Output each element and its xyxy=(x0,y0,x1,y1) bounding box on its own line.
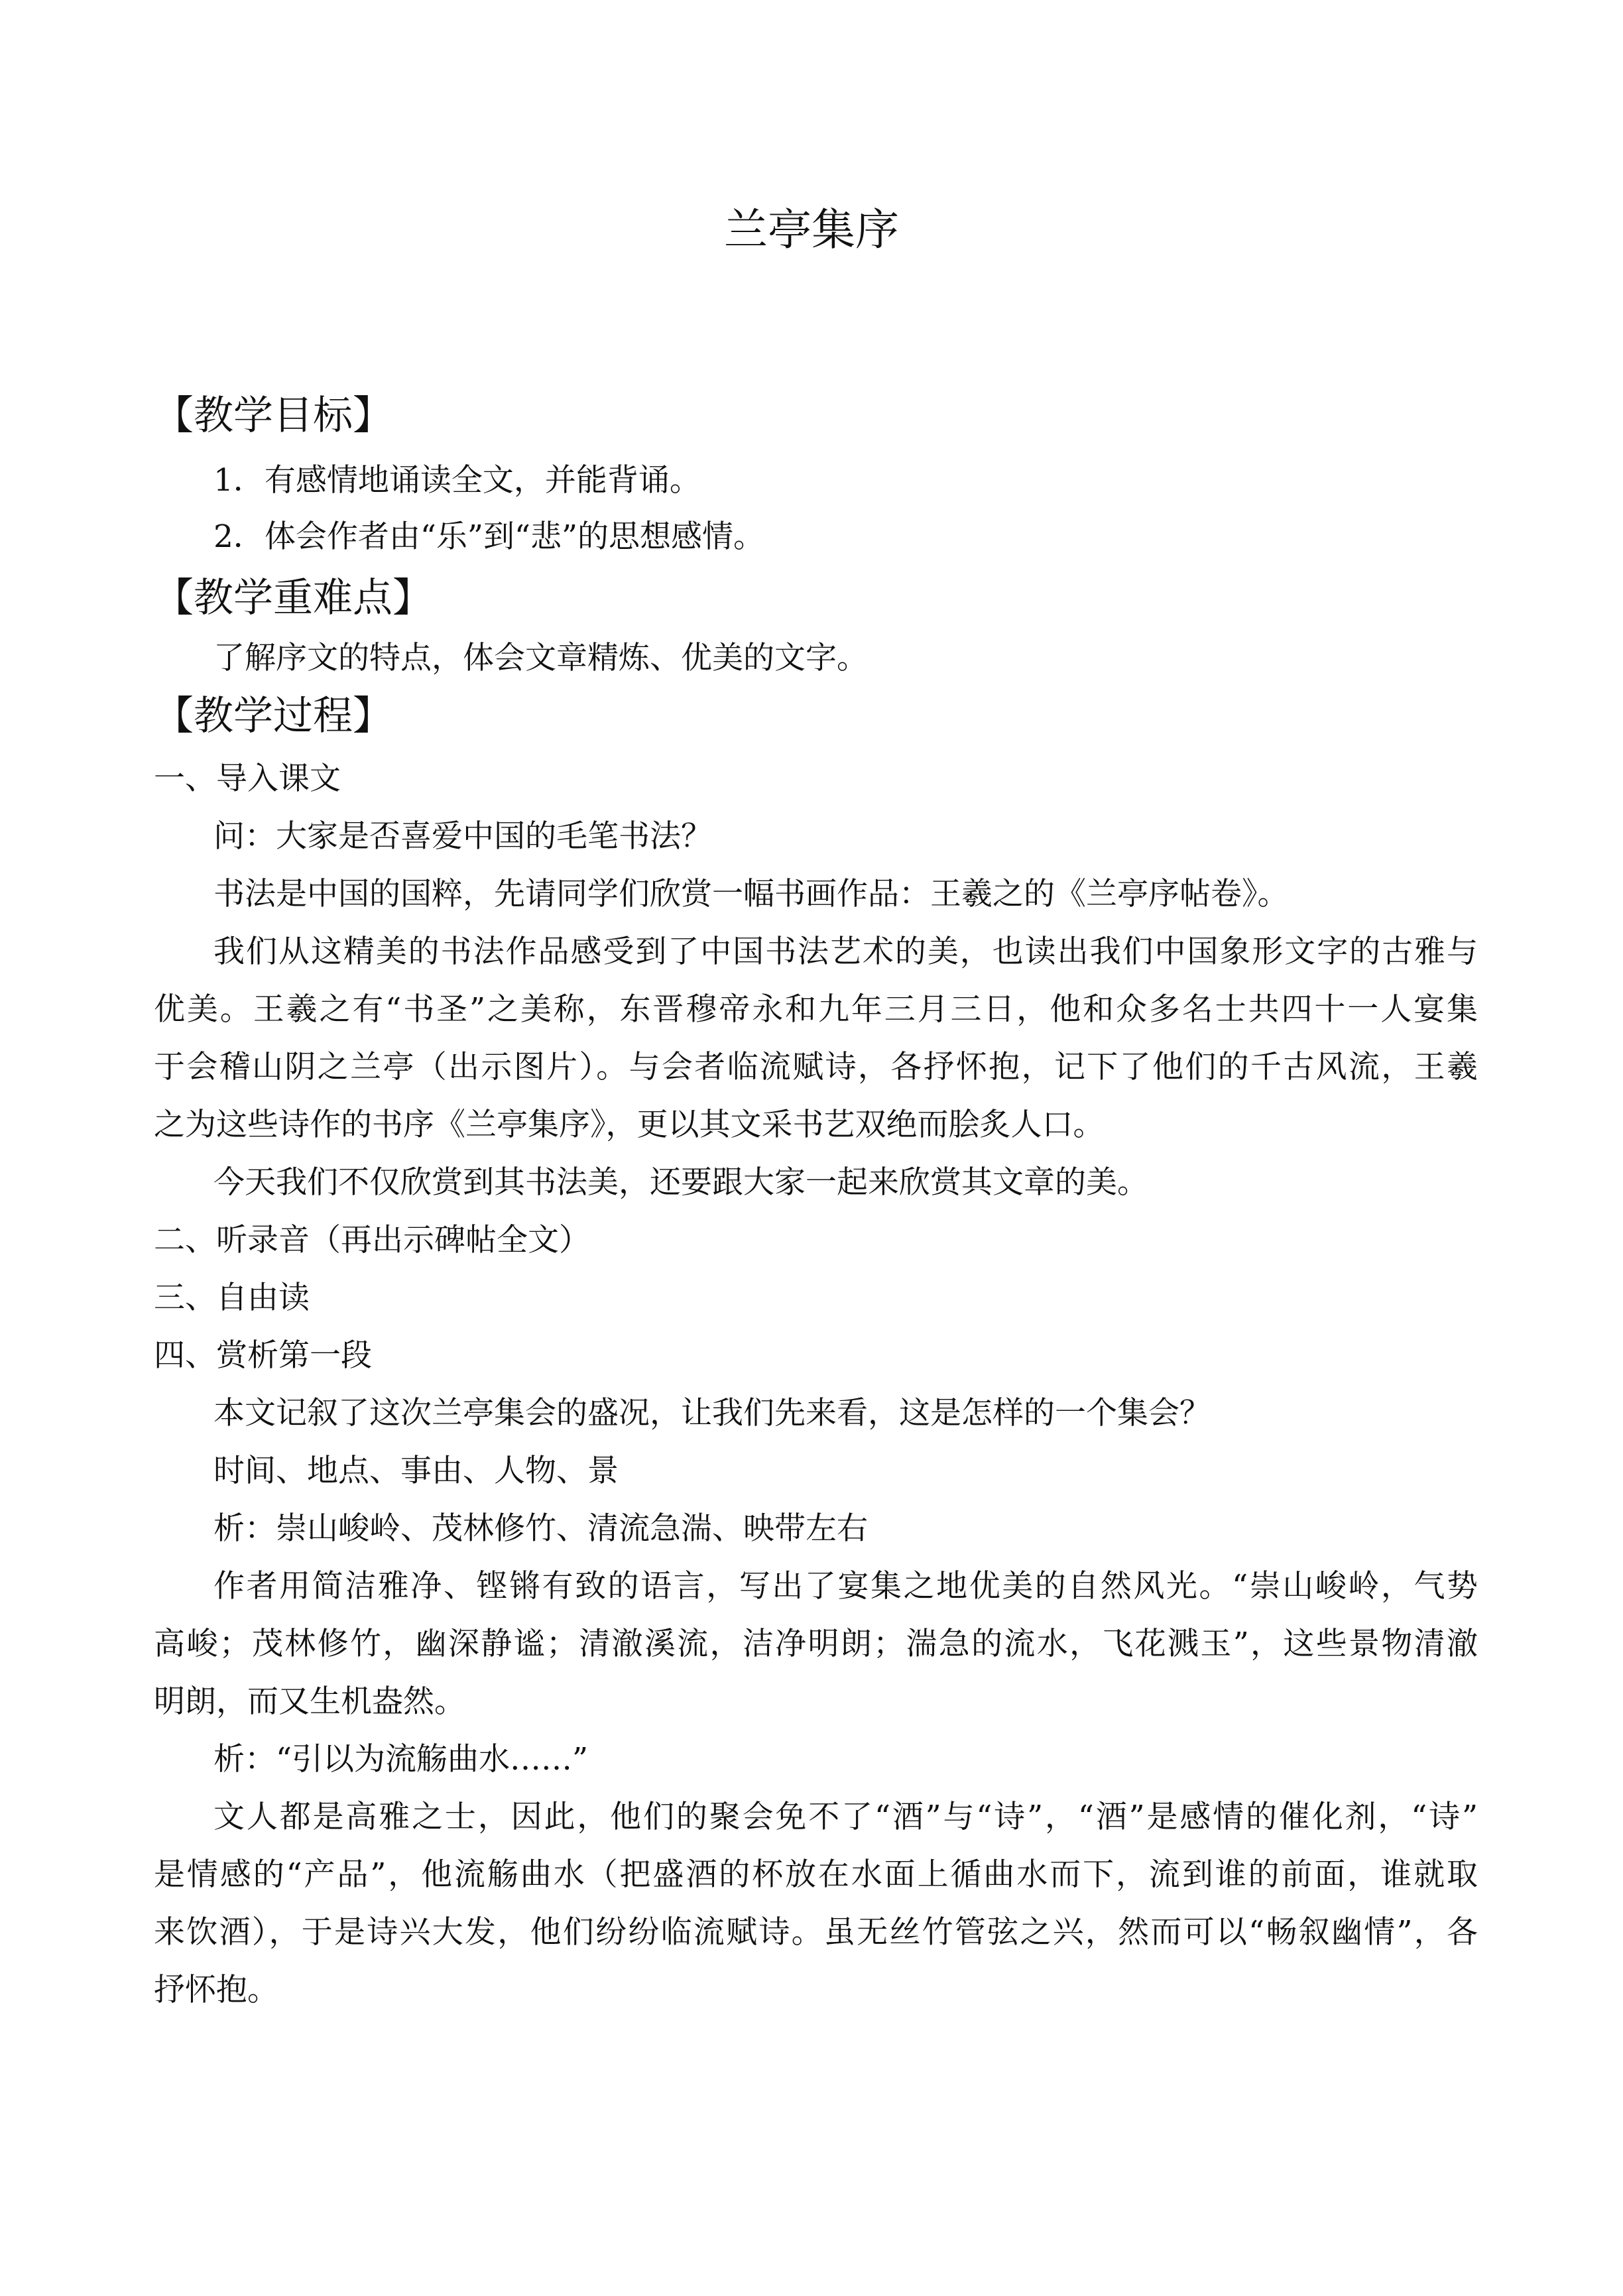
paragraph-line: 于会稽山阴之兰亭（出示图片）。与会者临流赋诗，各抒怀抱，记下了他们的千古风流，王羲 xyxy=(154,1049,1478,1085)
paragraph-line: 优美。王羲之有“书圣”之美称，东晋穆帝永和九年三月三日，他和众多名士共四十一人宴集 xyxy=(154,991,1478,1028)
paragraph-line: 高峻；茂林修竹，幽深静谧；清澈溪流，洁净明朗；湍急的流水，飞花溅玉”，这些景物清澈 xyxy=(154,1626,1478,1662)
paragraph-line: 本文记叙了这次兰亭集会的盛况，让我们先来看，这是怎样的一个集会？ xyxy=(213,1395,1211,1431)
key-points-text: 了解序文的特点，体会文章精炼、优美的文字。 xyxy=(213,640,868,676)
section-heading-process: 【教学过程】 xyxy=(154,693,392,739)
paragraph-line: 来饮酒），于是诗兴大发，他们纷纷临流赋诗。虽无丝竹管弦之兴，然而可以“畅叙幽情”，各 xyxy=(154,1914,1478,1951)
document-title: 兰亭集序 xyxy=(724,204,899,255)
paragraph-line: 我们从这精美的书法作品感受到了中国书法艺术的美，也读出我们中国象形文字的古雅与 xyxy=(213,934,1478,970)
paragraph-line: 时间、地点、事由、人物、景 xyxy=(213,1453,619,1489)
objective-item-1: 1．有感情地诵读全文，并能背诵。 xyxy=(213,462,701,499)
process-step-1-heading: 一、导入课文 xyxy=(154,760,341,797)
paragraph-line: 析：“引以为流觞曲水……” xyxy=(213,1741,589,1778)
paragraph-line: 作者用简洁雅净、铿锵有致的语言，写出了宴集之地优美的自然风光。“崇山峻岭，气势 xyxy=(213,1568,1478,1604)
process-step-3-heading: 三、自由读 xyxy=(154,1280,310,1316)
section-heading-key-points: 【教学重难点】 xyxy=(154,575,432,621)
paragraph-line: 析：崇山峻岭、茂林修竹、清流急湍、映带左右 xyxy=(213,1510,868,1547)
paragraph-line: 之为这些诗作的书序《兰亭集序》，更以其文采书艺双绝而脍炙人口。 xyxy=(154,1107,1105,1143)
paragraph-line: 抒怀抱。 xyxy=(154,1972,278,2008)
paragraph-line: 问：大家是否喜爱中国的毛笔书法？ xyxy=(213,818,712,855)
process-step-2-heading: 二、听录音（再出示碑帖全文） xyxy=(154,1222,590,1258)
paragraph-line: 明朗，而又生机盎然。 xyxy=(154,1683,465,1720)
objective-item-2: 2．体会作者由“乐”到“悲”的思想感情。 xyxy=(213,518,765,555)
section-heading-objectives: 【教学目标】 xyxy=(154,393,392,439)
paragraph-line: 书法是中国的国粹，先请同学们欣赏一幅书画作品：王羲之的《兰亭序帖卷》。 xyxy=(213,876,1289,912)
process-step-4-heading: 四、赏析第一段 xyxy=(154,1337,372,1374)
paragraph-line: 文人都是高雅之士，因此，他们的聚会免不了“酒”与“诗”，“酒”是感情的催化剂，“诗” xyxy=(213,1799,1478,1835)
paragraph-line: 是情感的“产品”，他流觞曲水（把盛酒的杯放在水面上循曲水而下，流到谁的前面，谁就取 xyxy=(154,1856,1478,1893)
paragraph-line: 今天我们不仅欣赏到其书法美，还要跟大家一起来欣赏其文章的美。 xyxy=(213,1164,1148,1201)
